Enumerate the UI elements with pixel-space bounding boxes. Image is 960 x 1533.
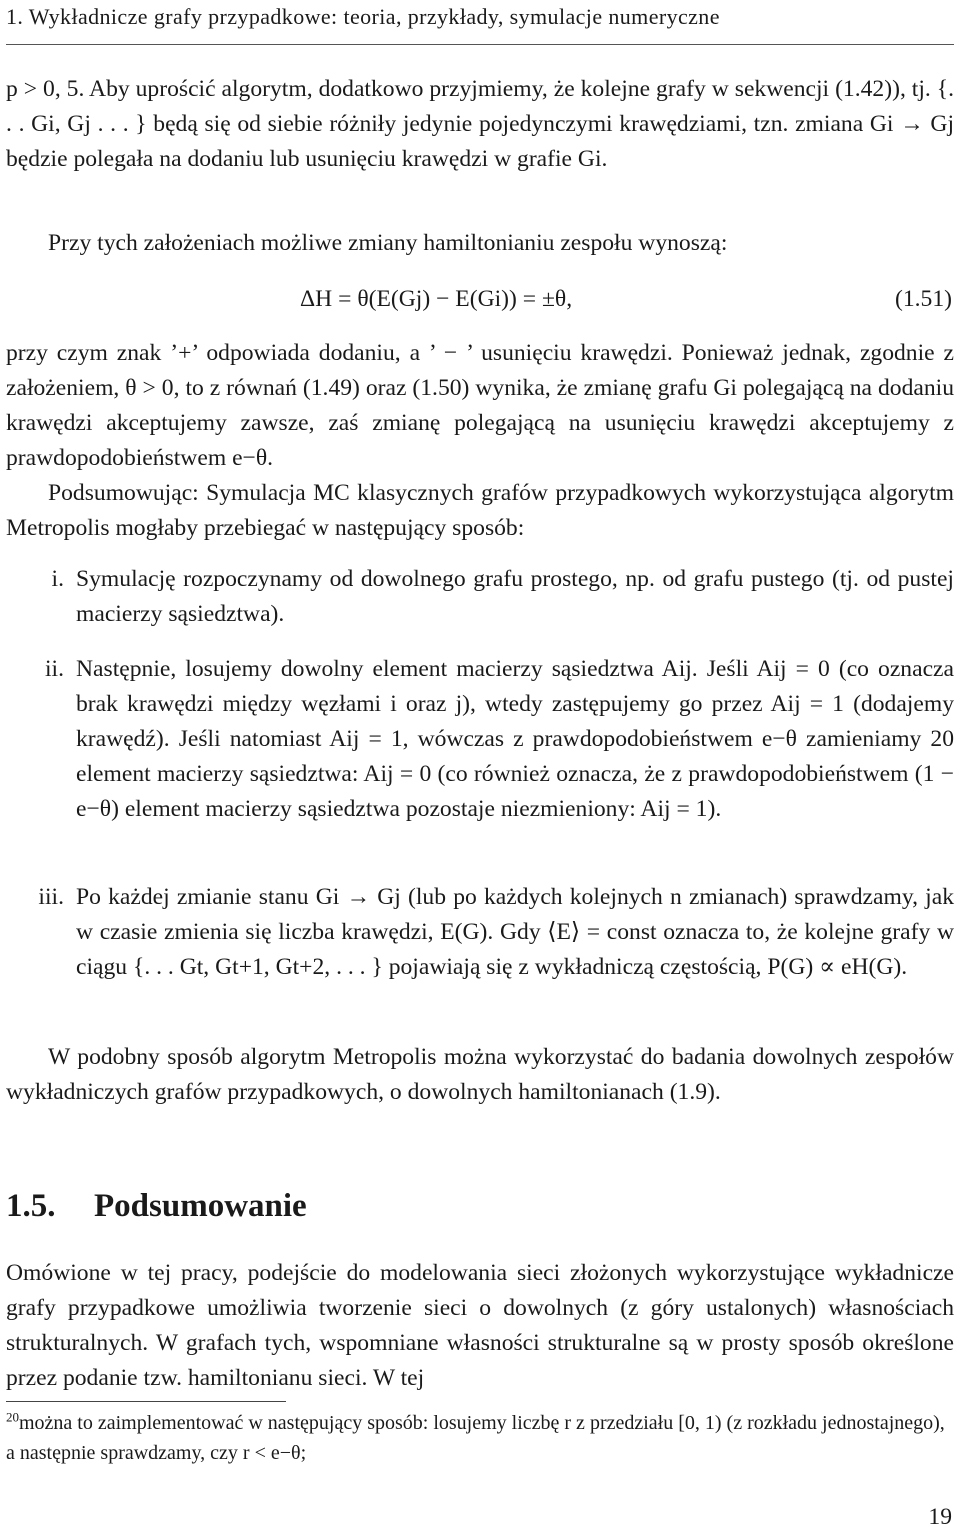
list-item-text: Następnie, losujemy dowolny element macierzy sąsiedztwa Aij. Jeśli Aij = 0 (co oznacza brak krawędzi między węzłami i oraz j), wtedy zastępujemy go przez Aij = 1 (dodajemy krawędź). Jeśli natomiast Aij = 1, wówczas z prawdopodobieństwem e−θ zamieniamy 20 element macierzy sąsiedztwa: Aij = 0 (co również oznacza, że z prawdopodobieństwem (1 − e−θ) element macierzy sąsiedztwa pozostaje niezmieniony: Aij = 1). — [76, 656, 954, 822]
page-number: 19 — [928, 1504, 952, 1530]
footnote — [6, 1408, 954, 1468]
paragraph-metropolis: W podobny sposób algorytm Metropolis można wykorzystać do badania dowolnych zespołów wykładniczych grafów przypadkowych, o dowolnych hamiltonianach (1.9). — [6, 1044, 954, 1105]
paragraph-sign-explanation: przy czym znak ’+’ odpowiada dodaniu, a ’ − ’ usunięciu krawędzi. Ponieważ jednak, zgodnie z założeniem, θ > 0, to z równań (1.49) oraz (1.50) wynika, że zmianę grafu Gi polegającą na dodaniu krawędzi akceptujemy zawsze, zaś zmianę polegającą na usunięciu krawędzi akceptujemy z prawdopodobieństwem e−θ. — [6, 340, 954, 471]
list-item-text: Po każdej zmianie stanu Gi → Gj (lub po każdych kolejnych n zmianach) sprawdzamy, jak w czasie zmienia się liczba krawędzi, E(G). Gdy ⟨E⟩ = const oznacza to, że kolejne grafy w ciągu {. . . Gt, Gt+1, Gt+2, . . . } pojawiają się z wykładniczą częstością, P(G) ∝ eH(G). — [76, 884, 954, 980]
section-title: Podsumowanie — [94, 1188, 307, 1224]
header-rule — [6, 44, 954, 45]
equation-1-51: ΔH = θ(E(Gj) − E(Gi)) = ±θ, — [300, 286, 573, 312]
paragraph-summary-intro: Podsumowując: Symulacja MC klasycznych grafów przypadkowych wykorzystująca algorytm Metropolis mogłaby przebiegać w następujący sposób: — [6, 480, 954, 541]
list-item-label: ii. — [44, 656, 64, 682]
list-item-text: Symulację rozpoczynamy od dowolnego grafu prostego, np. od grafu pustego (tj. od pustej macierzy sąsiedztwa). — [76, 566, 954, 627]
footnote-mark: 20 — [6, 1409, 19, 1425]
paragraph-conclusion: Omówione w tej pracy, podejście do modelowania sieci złożonych wykorzystujące wykładnicze grafy przypadkowe umożliwia tworzenie sieci o dowolnych (z góry ustalonych) własnościach strukturalnych. W grafach tych, wspomniane własności strukturalne są w prosty sposób określone przez podanie tzw. hamiltonianu sieci. W tej — [6, 1260, 954, 1391]
footnote-text: można to zaimplementować w następujący sposób: losujemy liczbę r z przedziału [0, 1) (z rozkładu jednostajnego), a następnie sprawdzamy, czy r < e−θ; — [6, 1412, 945, 1464]
equation-number: (1.51) — [894, 286, 952, 312]
list-item-label: i. — [51, 566, 64, 592]
footnote-rule — [6, 1401, 286, 1402]
section-number: 1.5. — [6, 1188, 56, 1224]
paragraph-intro: p > 0, 5. Aby uprościć algorytm, dodatkowo przyjmiemy, że kolejne grafy w sekwencji (1.42)), tj. {. . . Gi, Gj . . . } będą się od siebie różniły jedynie pojedynczymi krawędziami, tzn. zmiana Gi → Gj będzie polegała na dodaniu lub usunięciu krawędzi w grafie Gi. — [6, 76, 954, 172]
paragraph-assumptions: Przy tych założeniach możliwe zmiany hamiltonianiu zespołu wynoszą: — [48, 230, 728, 256]
list-item-label: iii. — [38, 884, 64, 910]
section-heading — [6, 1186, 307, 1226]
running-head: 1. Wykładnicze grafy przypadkowe: teoria, przykłady, symulacje numeryczne — [6, 4, 720, 29]
